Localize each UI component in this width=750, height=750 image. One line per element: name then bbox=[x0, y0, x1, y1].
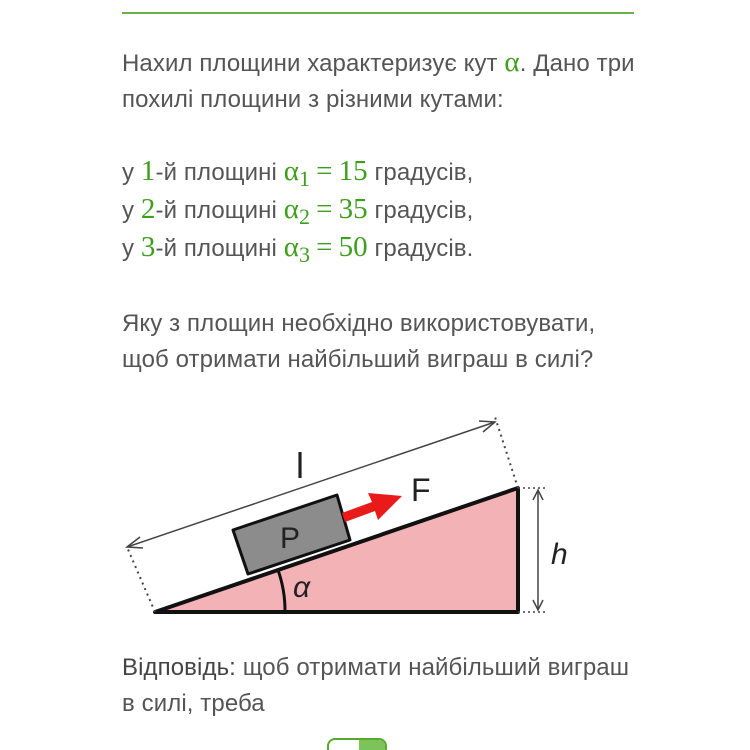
plane-unit: градусів. bbox=[367, 235, 474, 262]
angle-subscript: 3 bbox=[298, 242, 311, 267]
plane-number: 1 bbox=[140, 155, 156, 187]
answer-selector[interactable] bbox=[327, 738, 387, 750]
plane-angle-symbol bbox=[283, 155, 311, 191]
plane-number: 2 bbox=[140, 193, 156, 225]
plane-prefix: у bbox=[122, 235, 141, 262]
plane-angle-value: 50 bbox=[338, 231, 368, 263]
top-divider bbox=[122, 12, 634, 14]
block-label: P bbox=[280, 522, 301, 555]
planes-list bbox=[122, 153, 642, 267]
plane-angle-value: 35 bbox=[338, 193, 368, 225]
plane-line-2 bbox=[122, 191, 642, 229]
force-arrow bbox=[342, 493, 402, 522]
angle-label: α bbox=[293, 571, 311, 604]
plane-suffix: -й площині bbox=[155, 197, 284, 224]
plane-line-3 bbox=[122, 229, 642, 267]
angle-subscript: 2 bbox=[298, 204, 311, 229]
length-extension-left bbox=[127, 547, 155, 612]
inclined-plane-diagram bbox=[110, 400, 590, 630]
plane-number: 3 bbox=[140, 231, 156, 263]
length-extension-right bbox=[495, 417, 518, 488]
answer-selector-fill bbox=[359, 740, 385, 750]
equals-sign: = bbox=[316, 193, 333, 225]
plane-suffix: -й площині bbox=[155, 159, 284, 186]
answer-label: Відповідь: bbox=[122, 654, 236, 681]
answer-text bbox=[122, 650, 642, 722]
plane-line-1 bbox=[122, 153, 642, 191]
length-label: l bbox=[296, 445, 304, 486]
alpha-symbol: α bbox=[504, 46, 520, 78]
plane-prefix: у bbox=[122, 159, 141, 186]
force-label: F bbox=[411, 472, 431, 508]
plane-suffix: -й площині bbox=[155, 235, 284, 262]
plane-angle-symbol bbox=[283, 231, 311, 267]
height-label: h bbox=[551, 538, 568, 571]
intro-text bbox=[122, 44, 642, 118]
alpha-symbol: α bbox=[283, 193, 299, 225]
equals-sign: = bbox=[316, 231, 333, 263]
plane-angle-symbol bbox=[283, 193, 311, 229]
plane-prefix: у bbox=[122, 197, 141, 224]
equals-sign: = bbox=[316, 155, 333, 187]
alpha-symbol: α bbox=[283, 155, 299, 187]
alpha-symbol: α bbox=[283, 231, 299, 263]
plane-unit: градусів, bbox=[367, 159, 474, 186]
plane-angle-value: 15 bbox=[338, 155, 368, 187]
answer-body: щоб отримати найбільший виграш в силі, треба bbox=[122, 654, 630, 717]
plane-unit: градусів, bbox=[367, 197, 474, 224]
intro-before: Нахил площини характеризує кут bbox=[122, 50, 505, 77]
intro-after: . Дано три похилі площини з різними кутами: bbox=[122, 50, 635, 113]
angle-subscript: 1 bbox=[298, 166, 311, 191]
question-text: Яку з площин необхідно використовувати, щоб отримати найбільший виграш в силі? bbox=[122, 310, 596, 373]
